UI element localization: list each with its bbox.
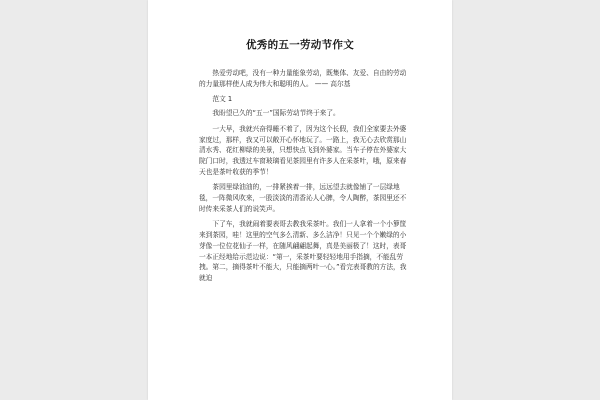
- paragraph: 茶园里绿油油的，一排紧挨着一排，远远望去就像铺了一层绿地毯，一阵微风吹来，一股淡淡的清香沁人心脾，令人陶醉，茶园里还不时传来采茶人们的说笑声。: [199, 183, 407, 213]
- paragraph: 我盼望已久的“五一”国际劳动节终于来了。: [212, 109, 340, 118]
- paragraph: 下了车，我就闹着要表哥去教我采茶叶。我们一人拿着一个小箩筐来到茶园，哇！这里的空气多么清新、多么洁净！只见一个个嫩绿的小芽像一位位花仙子一样，在随风翩翩起舞，真是美丽极了！这时，表哥一本正经地给示范边说：“第一，采茶叶要轻轻地用手指摘，不能乱劳拽。第二，摘得茶叶不能大，只能摘两叶一心。”看完表哥教的方法，我就迫: [199, 220, 407, 282]
- document-body: [199, 68, 409, 289]
- quote-paragraph: 热爱劳动吧，没有一种力量能象劳动，既集体、友爱、自由的劳动的力量那样使人成为伟大和聪明的人。 —— 高尔基: [199, 69, 407, 88]
- document-page: [148, 0, 452, 400]
- sample-label: 范文 1: [212, 95, 233, 104]
- document-title: 优秀的五一劳动节作文: [246, 39, 354, 51]
- paragraph: 一大早，我就兴奋得睡不着了，因为这个长假，我们全家要去外婆家度过，那样，我又可以敞开心怀地玩了。一路上，我无心去欣赏那山清水秀、花红柳绿的美景，只想快点飞到外婆家。当车子停在外婆家大院门口时，我透过车窗玻璃看见茶园里有许多人在采茶叶，哦，原来春天也是茶叶收获的季节！: [199, 124, 407, 176]
